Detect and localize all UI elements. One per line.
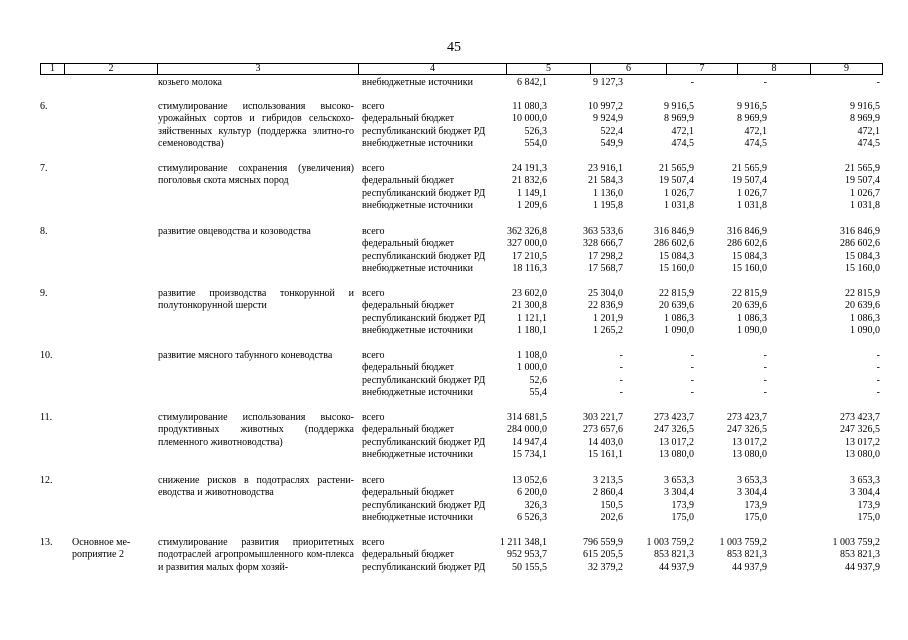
value-cell: 554,0 [524,138,547,150]
value-cell: 1 265,2 [593,325,623,337]
funding-source: федеральный бюджет [362,238,455,250]
funding-source: всего [362,163,385,174]
value-cell: 3 304,4 [850,487,880,499]
value-column [800,77,880,89]
value-cell: 21 300,8 [512,300,547,312]
value-cell: 13 017,2 [845,436,880,448]
value-cell: 796 559,9 [583,537,623,548]
funding-source: федеральный бюджет [362,362,455,374]
value-cell: 13 080,0 [659,449,694,461]
value-cell: 15 084,3 [659,250,694,262]
value-cell: 1 086,3 [850,312,880,324]
value-cell: 3 653,3 [850,475,880,486]
measure-name: козьего молока [158,77,222,88]
value-column [614,163,694,213]
value-cell: 9 916,5 [664,101,694,112]
value-cell: - [876,387,880,399]
value-cell: 526,3 [524,125,547,137]
value-cell: 3 304,4 [664,487,694,499]
value-cell: 173,9 [857,499,880,511]
value-column [800,226,880,276]
header-cell: 9 [810,64,883,74]
value-cell: 1 003 759,2 [719,537,767,548]
value-cell: 52,6 [529,374,547,386]
value-cell: 363 533,6 [583,226,623,237]
value-cell: 14 403,0 [588,436,623,448]
value-column [687,226,767,276]
value-column [543,412,623,462]
value-column [543,163,623,213]
value-cell: 1 031,8 [737,200,767,212]
value-cell: 853 821,3 [727,549,767,561]
funding-source: федеральный бюджет [362,424,455,436]
value-cell: - [876,77,880,88]
value-cell: 615 205,5 [583,549,623,561]
value-cell: - [876,374,880,386]
value-cell: 19 507,4 [732,175,767,187]
value-cell: 10 997,2 [588,101,623,112]
value-cell: - [690,362,694,374]
value-column [614,412,694,462]
header-cell: 5 [506,64,590,74]
funding-source: республиканский бюджет РД [362,125,486,137]
value-cell: 175,0 [744,512,767,524]
measure-name: стимулирование развития приоритетных подотраслей агропромышленного ком-плекса и развития малых форм хозяй- [158,537,354,573]
value-cell: 6 526,3 [517,512,547,524]
funding-source: всего [362,475,385,486]
value-column [687,101,767,151]
value-cell: 1 003 759,2 [646,537,694,548]
row-number: 7. [40,163,48,174]
value-cell: 11 080,3 [512,101,547,112]
value-column [687,77,767,89]
value-cell: 1 201,9 [593,312,623,324]
value-cell: 853 821,3 [654,549,694,561]
value-cell: 13 080,0 [845,449,880,461]
value-cell: - [690,77,694,88]
value-column [687,412,767,462]
value-column [543,350,623,400]
value-cell: 472,1 [744,125,767,137]
value-column [687,288,767,338]
value-column [800,288,880,338]
value-cell: 1 090,0 [737,325,767,337]
value-cell: 23 916,1 [588,163,623,174]
value-cell: 472,1 [857,125,880,137]
value-column [614,288,694,338]
value-cell: 44 937,9 [732,561,767,573]
value-cell: 474,5 [671,138,694,150]
measure-name: стимулирование сохранения (увеличения) поголовья скота мясных пород [158,163,354,187]
value-cell: - [763,350,767,361]
value-cell: 247 326,5 [840,424,880,436]
value-cell: 273 657,6 [583,424,623,436]
row-number: 6. [40,101,48,112]
measure-name: стимулирование использования высоко-урожайных сортов и гибридов сельскохо-зяйственных культур (поддержка элитно-го семеноводства) [158,101,354,150]
header-cell: 2 [64,64,157,74]
value-cell: 3 213,5 [593,475,623,486]
value-cell: 286 602,6 [727,238,767,250]
value-cell: 1 031,8 [850,200,880,212]
value-cell: - [619,362,623,374]
header-cell: 7 [666,64,737,74]
value-column [614,101,694,151]
value-cell: 175,0 [671,512,694,524]
value-column [800,163,880,213]
value-column [543,537,623,574]
funding-source: федеральный бюджет [362,175,455,187]
value-cell: - [763,77,767,88]
value-cell: 549,9 [600,138,623,150]
value-cell: 9 916,5 [850,101,880,112]
value-cell: 6 200,0 [517,487,547,499]
value-cell: 13 017,2 [659,436,694,448]
value-cell: 9 127,3 [593,77,623,88]
value-cell: 328 666,7 [583,238,623,250]
value-column [614,350,694,400]
value-cell: 273 423,7 [727,412,767,423]
value-cell: 1 090,0 [664,325,694,337]
value-cell: 13 017,2 [732,436,767,448]
value-cell: 17 298,2 [588,250,623,262]
value-cell: 284 000,0 [507,424,547,436]
value-cell: 1 121,1 [517,312,547,324]
row-number: 8. [40,226,48,237]
value-column [687,537,767,574]
value-cell: 2 860,4 [593,487,623,499]
value-cell: 32 379,2 [588,561,623,573]
funding-source: всего [362,537,385,548]
value-cell: - [763,362,767,374]
value-cell: 303 221,7 [583,412,623,423]
funding-source: всего [362,412,385,423]
header-cell: 8 [737,64,810,74]
value-column [543,226,623,276]
value-column [467,163,547,213]
measure-name: развитие производства тонкорунной и полутонкорунной шерсти [158,288,354,312]
value-cell: 247 326,5 [727,424,767,436]
value-cell: 1 209,6 [517,200,547,212]
row-number: 12. [40,475,53,486]
value-cell: 8 969,9 [664,113,694,125]
value-cell: 362 326,8 [507,226,547,237]
value-cell: 21 584,3 [588,175,623,187]
funding-source: внебюджетные источники [362,200,473,212]
value-cell: 9 924,9 [593,113,623,125]
value-cell: - [619,350,623,361]
value-cell: 1 026,7 [737,187,767,199]
value-cell: 22 815,9 [659,288,694,299]
funding-source: внебюджетные источники [362,77,473,88]
value-cell: 1 149,1 [517,187,547,199]
value-cell: 853 821,3 [840,549,880,561]
value-cell: 8 969,9 [737,113,767,125]
value-cell: 286 602,6 [654,238,694,250]
value-cell: 3 653,3 [737,475,767,486]
value-column [467,537,547,574]
table-header [40,63,883,75]
funding-source: всего [362,101,385,112]
measure-name: развитие овцеводства и козоводства [158,226,311,237]
value-cell: 472,1 [671,125,694,137]
value-cell: 20 639,6 [732,300,767,312]
value-cell: 22 836,9 [588,300,623,312]
value-column [467,77,547,89]
value-cell: 286 602,6 [840,238,880,250]
value-column [467,288,547,338]
value-cell: 522,4 [600,125,623,137]
value-cell: 173,9 [744,499,767,511]
event-name: Основное ме-роприятие 2 [72,537,131,561]
funding-source: внебюджетные источники [362,449,473,461]
value-cell: 474,5 [857,138,880,150]
funding-source: республиканский бюджет РД [362,436,486,448]
funding-source: республиканский бюджет РД [362,374,486,386]
value-cell: 15 160,0 [732,263,767,275]
value-cell: 25 304,0 [588,288,623,299]
value-column [614,77,694,89]
value-cell: 3 304,4 [737,487,767,499]
funding-source: всего [362,288,385,299]
value-cell: 19 507,4 [845,175,880,187]
row-number: 13. [40,537,53,548]
header-cell: 6 [590,64,666,74]
value-cell: 44 937,9 [845,561,880,573]
value-cell: 1 026,7 [664,187,694,199]
funding-source: внебюджетные источники [362,512,473,524]
funding-source: внебюджетные источники [362,387,473,399]
funding-source: внебюджетные источники [362,138,473,150]
value-cell: 247 326,5 [654,424,694,436]
value-cell: - [619,374,623,386]
value-cell: 15 161,1 [588,449,623,461]
funding-source: республиканский бюджет РД [362,499,486,511]
value-column [614,475,694,525]
measure-name: снижение рисков в подотраслях растени-еводства и животноводства [158,475,354,499]
value-cell: 6 842,1 [517,77,547,88]
header-cell: 4 [358,64,506,74]
value-cell: 150,5 [600,499,623,511]
value-cell: - [876,362,880,374]
page-number: 45 [447,40,461,55]
value-cell: - [690,374,694,386]
value-cell: 21 565,9 [732,163,767,174]
value-column [687,350,767,400]
value-cell: 44 937,9 [659,561,694,573]
value-cell: 175,0 [857,512,880,524]
value-cell: 20 639,6 [659,300,694,312]
value-cell: 19 507,4 [659,175,694,187]
value-cell: 3 653,3 [664,475,694,486]
value-cell: 15 084,3 [732,250,767,262]
value-cell: 15 160,0 [659,263,694,275]
header-cell: 3 [157,64,358,74]
value-cell: - [763,387,767,399]
value-cell: 1 090,0 [850,325,880,337]
funding-source: всего [362,226,385,237]
value-cell: 24 191,3 [512,163,547,174]
value-cell: 15 160,0 [845,263,880,275]
value-cell: 1 086,3 [664,312,694,324]
value-cell: 23 602,0 [512,288,547,299]
value-cell: - [763,374,767,386]
value-cell: 327 000,0 [507,238,547,250]
value-column [800,101,880,151]
value-cell: 17 210,5 [512,250,547,262]
row-number: 10. [40,350,53,361]
value-cell: 1 108,0 [517,350,547,361]
funding-source: внебюджетные источники [362,325,473,337]
value-cell: 50 155,5 [512,561,547,573]
funding-source: внебюджетные источники [362,263,473,275]
value-cell: 316 846,9 [654,226,694,237]
funding-source: федеральный бюджет [362,113,455,125]
value-cell: 273 423,7 [840,412,880,423]
value-cell: 18 116,3 [512,263,547,275]
row-number: 11. [40,412,53,423]
value-cell: 20 639,6 [845,300,880,312]
value-cell: 1 026,7 [850,187,880,199]
value-cell: 22 815,9 [732,288,767,299]
funding-source: республиканский бюджет РД [362,250,486,262]
value-column [800,537,880,574]
value-column [543,475,623,525]
value-cell: 15 084,3 [845,250,880,262]
value-cell: 8 969,9 [850,113,880,125]
value-cell: 22 815,9 [845,288,880,299]
value-column [687,475,767,525]
value-cell: 21 832,6 [512,175,547,187]
value-cell: 1 195,8 [593,200,623,212]
value-cell: 326,3 [524,499,547,511]
value-cell: 10 000,0 [512,113,547,125]
value-column [543,101,623,151]
value-cell: 13 080,0 [732,449,767,461]
value-column [800,475,880,525]
value-cell: 202,6 [600,512,623,524]
value-cell: 21 565,9 [845,163,880,174]
value-cell: 9 916,5 [737,101,767,112]
value-cell: 1 003 759,2 [832,537,880,548]
value-cell: 1 211 348,1 [499,537,547,548]
value-column [800,350,880,400]
measure-name: стимулирование использования высоко-продуктивных животных (поддержка племенного животноводства) [158,412,354,448]
measure-name: развитие мясного табунного коневодства [158,350,333,361]
value-cell: 1 086,3 [737,312,767,324]
value-cell: 15 734,1 [512,449,547,461]
value-cell: 314 681,5 [507,412,547,423]
value-cell: - [619,387,623,399]
value-cell: 21 565,9 [659,163,694,174]
value-column [467,101,547,151]
value-column [800,412,880,462]
value-cell: 14 947,4 [512,436,547,448]
funding-source: всего [362,350,385,361]
value-column [614,226,694,276]
value-column [687,163,767,213]
value-column [467,350,547,400]
value-cell: 13 052,6 [512,475,547,486]
value-column [543,288,623,338]
value-cell: - [690,387,694,399]
funding-source: республиканский бюджет РД [362,312,486,324]
funding-source: федеральный бюджет [362,549,455,561]
value-cell: 273 423,7 [654,412,694,423]
value-cell: 1 000,0 [517,362,547,374]
value-cell: 1 180,1 [517,325,547,337]
funding-source: федеральный бюджет [362,300,455,312]
funding-source: федеральный бюджет [362,487,455,499]
value-column [467,475,547,525]
value-cell: 173,9 [671,499,694,511]
funding-source: республиканский бюджет РД [362,187,486,199]
value-column [614,537,694,574]
value-cell: 17 568,7 [588,263,623,275]
value-column [543,77,623,89]
value-column [467,412,547,462]
value-cell: 316 846,9 [840,226,880,237]
row-number: 9. [40,288,48,299]
value-cell: - [876,350,880,361]
value-cell: - [690,350,694,361]
value-cell: 55,4 [529,387,547,399]
value-cell: 1 136,0 [593,187,623,199]
value-cell: 1 031,8 [664,200,694,212]
header-cell: 1 [40,64,64,74]
value-cell: 316 846,9 [727,226,767,237]
funding-source: республиканский бюджет РД [362,561,486,573]
value-cell: 474,5 [744,138,767,150]
value-column [467,226,547,276]
value-cell: 952 953,7 [507,549,547,561]
